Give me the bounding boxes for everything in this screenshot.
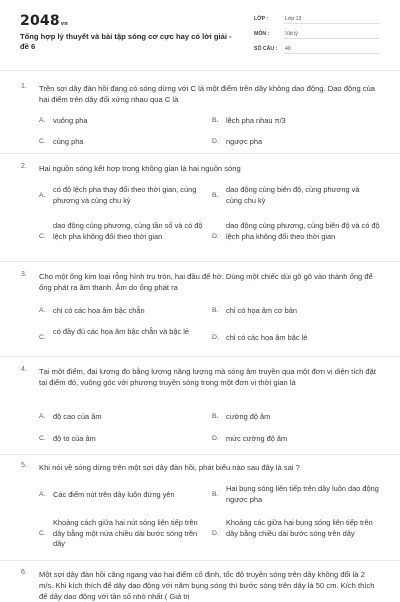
option-text: dao động cùng biên độ, cùng phương và cùng chu kỳ bbox=[226, 185, 360, 205]
option-letter: B. bbox=[212, 491, 219, 498]
option-text: Hai bụng sóng liên tiếp trên dây luôn dao động ngược pha bbox=[226, 484, 379, 504]
meta-count-value: 40 bbox=[285, 46, 291, 52]
meta-underline bbox=[284, 38, 380, 39]
option-letter: D. bbox=[212, 138, 219, 145]
option-text: cường độ âm bbox=[226, 412, 271, 421]
question-number: 5. bbox=[21, 462, 27, 469]
meta-subject-value: Vật lý bbox=[285, 31, 298, 37]
option-text: có độ lệch pha thay đổi theo thời gian, cùng phương và cùng chu kỳ bbox=[53, 185, 197, 205]
option-letter: B. bbox=[212, 192, 219, 199]
option-text: mức cường độ âm bbox=[226, 434, 288, 443]
option-text: lệch pha nhau π/3 bbox=[226, 116, 286, 125]
logo-suffix: vn bbox=[60, 21, 68, 27]
question-number: 4. bbox=[21, 366, 27, 373]
meta-underline bbox=[284, 53, 380, 54]
question-text: Một sợi dây đàn hồi căng ngang vào hai điểm cố định, tốc độ truyền sóng trên dây không đổi là 2 m/s. Khi kích thích để dây dao động với năm bụng sóng thì bước sóng trên dây là 50 cm. Kích thích để dây dao động với tần số nhỏ nhất ( Giá trị bbox=[39, 570, 375, 601]
meta-subject-label: MÔN : bbox=[254, 31, 270, 37]
question-divider bbox=[0, 454, 400, 455]
option-text: Các điểm nút trên dây luôn đứng yên bbox=[53, 490, 175, 499]
question-text: Trên sợi dây đàn hồi đang có sóng dừng với C là một điểm trên dây không dao động. Dao động của hai điểm trên dây đối xứng nhau qua C là bbox=[39, 84, 376, 104]
option-letter: A. bbox=[39, 192, 46, 199]
question-text: Cho một ống kim loại rỗng hình trụ tròn, hai đầu để hở. Dùng một chiếc dùi gõ gõ vào thành ống để ống phát ra âm thanh. Âm do ống phát ra bbox=[39, 272, 373, 292]
question-number: 3. bbox=[21, 271, 27, 278]
option-letter: C. bbox=[39, 233, 46, 240]
option-letter: C. bbox=[39, 334, 46, 341]
question-number: 1. bbox=[21, 83, 27, 90]
question-text: Khi nói về sóng dừng trên một sợi dây đàn hồi, phát biểu nào sau đây là sai ? bbox=[39, 463, 300, 472]
exam-header bbox=[0, 0, 400, 66]
option-letter: D. bbox=[212, 435, 219, 442]
option-letter: A. bbox=[39, 307, 46, 314]
option-text: chỉ có họa âm cơ bản bbox=[226, 306, 297, 315]
question-divider bbox=[0, 153, 400, 154]
option-text: chỉ có các họa âm bậc lẻ bbox=[226, 333, 308, 342]
option-text: độ cao của âm bbox=[53, 412, 102, 421]
option-letter: C. bbox=[39, 435, 46, 442]
option-letter: B. bbox=[212, 413, 219, 420]
question-divider bbox=[0, 560, 400, 561]
option-letter: C. bbox=[39, 138, 46, 145]
option-text: chỉ có các họa âm bậc chẵn bbox=[53, 306, 145, 315]
site-logo[interactable]: 2048vn bbox=[20, 13, 68, 29]
option-text: vuông pha bbox=[53, 116, 88, 125]
meta-underline bbox=[284, 23, 380, 24]
option-letter: A. bbox=[39, 491, 46, 498]
option-letter: D. bbox=[212, 334, 219, 341]
meta-grade-value: Lớp 12 bbox=[285, 16, 302, 22]
option-letter: A. bbox=[39, 117, 46, 124]
option-letter: B. bbox=[212, 307, 219, 314]
question-number: 2. bbox=[21, 163, 27, 170]
option-text: dao động cùng phương, cùng tần số và có độ lệch pha không đổi theo thời gian bbox=[53, 221, 203, 241]
option-text: độ to của âm bbox=[53, 434, 96, 443]
option-letter: D. bbox=[212, 233, 219, 240]
option-letter: A. bbox=[39, 413, 46, 420]
exam-title: Tổng hợp lý thuyết và bài tập sóng cơ cực hay có lời giải - đề 6 bbox=[20, 32, 232, 51]
option-letter: B. bbox=[212, 117, 219, 124]
meta-grade-label: LỚP : bbox=[254, 16, 269, 22]
meta-count-label: SỐ CÂU : bbox=[254, 46, 278, 52]
question-divider bbox=[0, 261, 400, 262]
header-divider bbox=[0, 70, 400, 71]
question-divider bbox=[0, 356, 400, 357]
option-text: dao động cùng phương, cùng biên độ và có độ lệch pha không đổi theo thời gian bbox=[226, 221, 380, 241]
option-text: Khoảng cách giữa hai nút sóng liên tiếp trên dây bằng một nửa chiều dài bước sóng trên dây bbox=[53, 518, 198, 548]
option-letter: C. bbox=[39, 530, 46, 537]
question-text: Hai nguồn sóng kết hợp trong không gian là hai nguồn sóng bbox=[39, 164, 241, 173]
option-text: cùng pha bbox=[53, 137, 84, 146]
question-text: Tại một điểm, đại lượng đo bằng lượng năng lượng mà sóng âm truyền qua một đơn vị diện tích đặt tại điểm đó, vuông góc với phương truyền sóng trong một đơn vị thời gian là bbox=[39, 367, 376, 387]
option-letter: D. bbox=[212, 530, 219, 537]
option-text: Khoảng các giữa hai bụng sóng liên tiếp trên dây bằng chiều dài bước sóng trên dây bbox=[226, 518, 373, 538]
question-number: 6. bbox=[21, 569, 27, 576]
option-text: có đầy đủ các họa âm bậc chẵn và bậc lẻ bbox=[53, 327, 189, 336]
option-text: ngược pha bbox=[226, 137, 263, 146]
